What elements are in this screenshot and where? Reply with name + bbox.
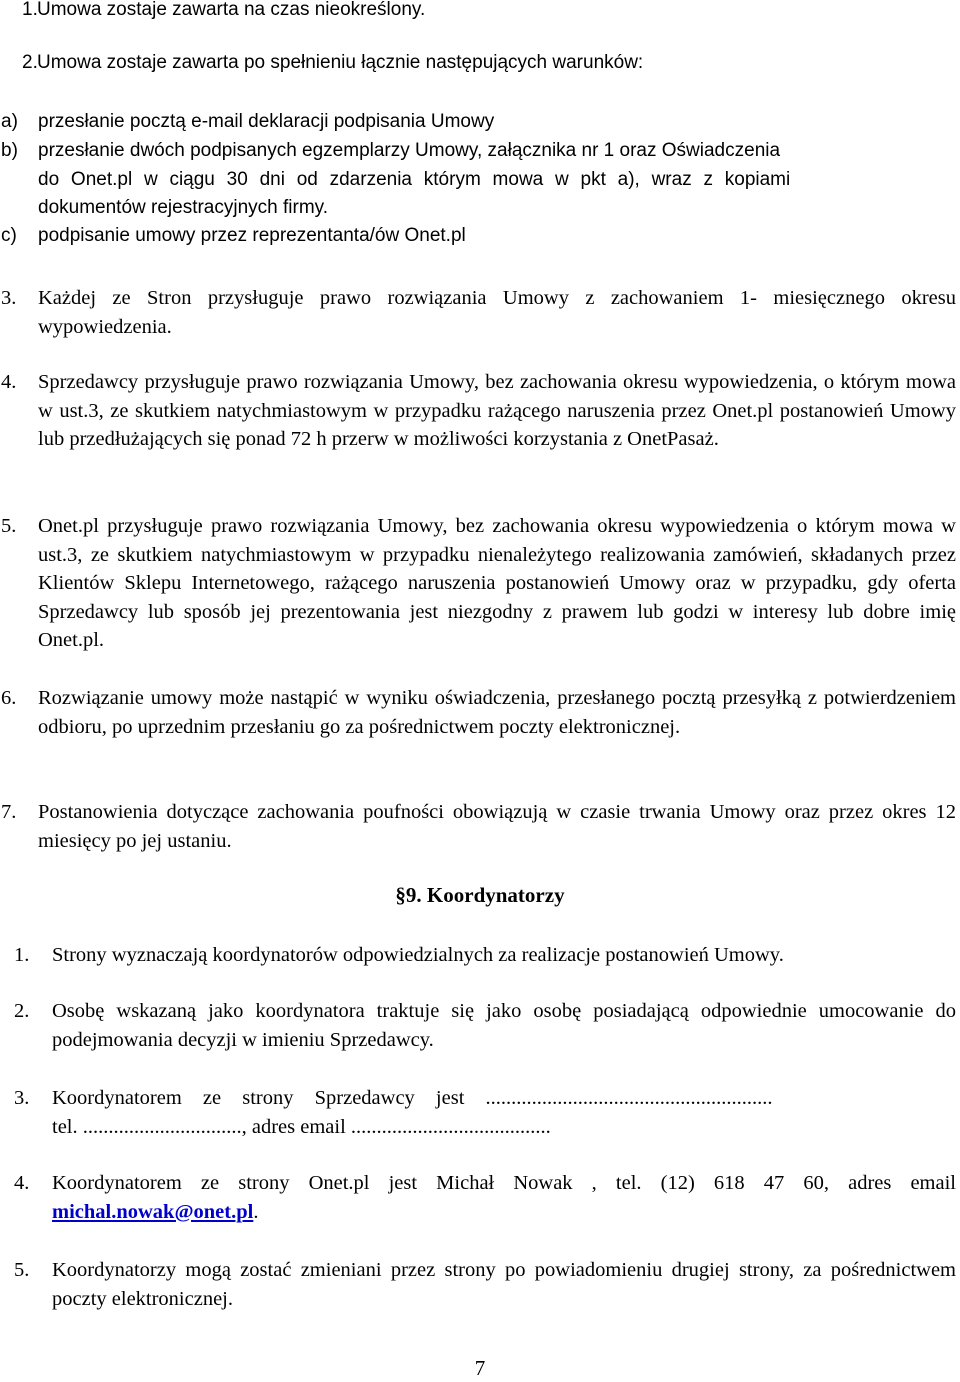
- paragraph-text: Strony wyznaczają koordynatorów odpowiedzialnych za realizacje postanowień Umowy.: [52, 944, 784, 966]
- condition-label: c): [1, 225, 17, 246]
- seller-coordinator-line: Koordynatorem ze strony Sprzedawcy jest ........................................................: [52, 1087, 773, 1109]
- coordinators-paragraph-3: [14, 1084, 956, 1141]
- paragraph-7: [1, 798, 956, 855]
- condition-a: [1, 108, 956, 137]
- paragraph-text-end: .: [253, 1200, 259, 1223]
- paragraph-number: 5.: [1, 515, 17, 537]
- email-link[interactable]: michal.nowak@onet.pl: [52, 1200, 254, 1223]
- paragraph-text: Rozwiązanie umowy może nastąpić w wyniku oświadczenia, przesłanego pocztą przesyłką z potwierdzeniem odbioru, po uprzednim przesłaniu go za pośrednictwem poczty elektronicznej.: [38, 687, 956, 738]
- paragraph-text: Umowa zostaje zawarta na czas nieokreślony.: [37, 0, 426, 20]
- coordinators-paragraph-5: [14, 1256, 956, 1313]
- paragraph-number: 2.: [22, 52, 38, 73]
- paragraph-number: 5.: [14, 1259, 30, 1281]
- paragraph-number: 3.: [1, 287, 17, 309]
- paragraph-text: Postanowienia dotyczące zachowania poufności obowiązują w czasie trwania Umowy oraz przez okres 12 miesięcy po jej ustaniu.: [38, 801, 956, 852]
- paragraph-text: Onet.pl przysługuje prawo rozwiązania Umowy, bez zachowania okresu wypowiedzenia o którym mowa w ust.3, ze skutkiem natychmiastowym w przypadku nienależytego realizowania zamówień, składanych przez Klientów Sklepu Internetowego, rażącego naruszenia postanowień Umowy oraz w przypadku, gdy oferta Sprzedawcy lub sposób jej prezentowania jest niezgodny z prawem lub godzi w interesy lub dobre imię Onet.pl.: [38, 515, 956, 652]
- paragraph-text: Umowa zostaje zawarta po spełnieniu łącznie następujących warunków:: [37, 52, 644, 73]
- paragraph-text: Koordynatorem ze strony Onet.pl jest Michał Nowak , tel. (12) 618 47 60, adres email: [52, 1172, 956, 1194]
- paragraph-number: 7.: [1, 801, 17, 823]
- paragraph-4: [1, 368, 956, 454]
- condition-text-line-1: przesłanie dwóch podpisanych egzemplarzy Umowy, załącznika nr 1 oraz Oświadczenia: [38, 140, 781, 161]
- page-number: 7: [474, 1356, 486, 1380]
- paragraph-6: [1, 684, 956, 741]
- paragraph-number: 6.: [1, 687, 17, 709]
- paragraph-number: 2.: [14, 1000, 30, 1022]
- paragraph-1: [22, 0, 942, 25]
- coordinators-paragraph-2: [14, 997, 956, 1054]
- paragraph-number: 3.: [14, 1087, 30, 1109]
- coordinators-paragraph-4: [14, 1169, 956, 1226]
- condition-text: podpisanie umowy przez reprezentanta/ów Onet.pl: [38, 225, 466, 246]
- paragraph-number: 1.: [14, 944, 30, 966]
- paragraph-number: 4.: [14, 1172, 30, 1194]
- paragraph-2: [22, 49, 942, 78]
- paragraph-text: Koordynatorzy mogą zostać zmieniani przez strony po powiadomieniu drugiej strony, za pośrednictwem poczty elektronicznej.: [52, 1259, 956, 1310]
- paragraph-3: [1, 284, 956, 341]
- condition-text-line-2: do Onet.pl w ciągu 30 dni od zdarzenia którym mowa w pkt a), wraz z kopiami: [38, 168, 791, 190]
- coordinators-paragraph-1: [14, 941, 956, 970]
- paragraph-5: [1, 512, 956, 655]
- condition-text: przesłanie pocztą e-mail deklaracji podpisania Umowy: [38, 111, 495, 132]
- paragraph-text: Każdej ze Stron przysługuje prawo rozwiązania Umowy z zachowaniem 1- miesięcznego okresu wypowiedzenia.: [38, 287, 956, 338]
- condition-label: b): [1, 140, 18, 161]
- paragraph-body: [14, 1169, 956, 1226]
- paragraph-number: 4.: [1, 371, 17, 393]
- section-heading: §9. Koordynatorzy: [395, 883, 565, 907]
- condition-b: [1, 137, 956, 223]
- seller-contact-line: tel. ..............................., adres email .......................................: [52, 1115, 551, 1138]
- condition-c: [1, 222, 956, 251]
- condition-label: a): [1, 111, 18, 132]
- paragraph-number: 1.: [22, 0, 38, 20]
- condition-text-line-3: dokumentów rejestracyjnych firmy.: [38, 197, 329, 219]
- paragraph-text: Osobę wskazaną jako koordynatora traktuje się jako osobę posiadającą odpowiednie umocowanie do podejmowania decyzji w imieniu Sprzedawcy.: [52, 1000, 956, 1051]
- paragraph-text: Sprzedawcy przysługuje prawo rozwiązania Umowy, bez zachowania okresu wypowiedzenia, o którym mowa w ust.3, ze skutkiem natychmiastowym w przypadku rażącego naruszenia przez Onet.pl postanowień Umowy lub przedłużających się ponad 72 h przerw w możliwości korzystania z OnetPasaż.: [38, 371, 956, 451]
